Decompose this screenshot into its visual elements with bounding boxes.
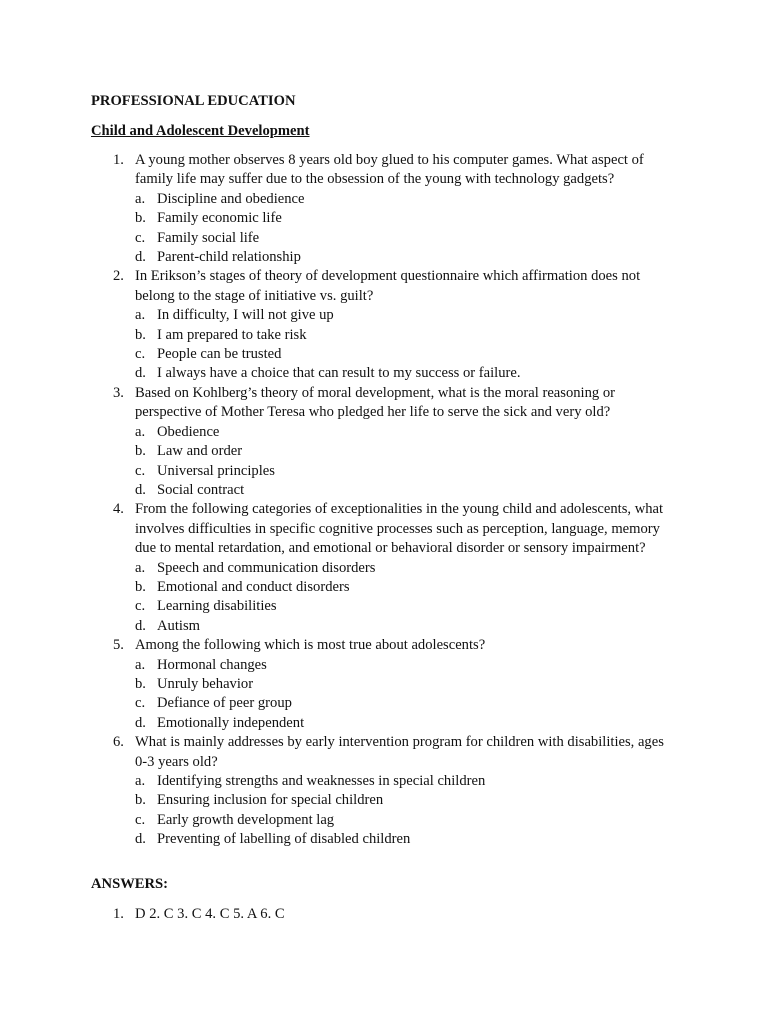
option-text: Family economic life — [157, 210, 282, 227]
answer-item — [113, 905, 673, 924]
option-item — [135, 811, 673, 830]
answers-heading: ANSWERS: — [91, 876, 169, 892]
option-text: Discipline and obedience — [157, 190, 305, 207]
option-text: Parent-child relationship — [157, 249, 301, 266]
answer-number: 1. — [113, 906, 124, 922]
option-text: I always have a choice that can result to my success or failure. — [157, 365, 521, 382]
option-item — [135, 791, 673, 810]
option-item — [135, 617, 673, 636]
question-item — [113, 733, 673, 849]
option-item — [135, 306, 673, 325]
answers-list — [113, 905, 673, 924]
option-text: Unruly behavior — [157, 675, 254, 692]
option-item — [135, 772, 673, 791]
question-number: 5. — [113, 637, 124, 654]
option-text: Speech and communication disorders — [157, 559, 376, 576]
question-number: 6. — [113, 734, 124, 751]
option-text: Defiance of peer group — [157, 695, 292, 712]
option-text: Hormonal changes — [157, 656, 267, 673]
option-item — [135, 714, 673, 733]
option-text: In difficulty, I will not give up — [157, 307, 334, 324]
option-letter: a. — [135, 656, 146, 673]
question-text: Among the following which is most true about adolescents? — [135, 637, 486, 654]
question-number: 2. — [113, 268, 124, 285]
option-item — [135, 694, 673, 713]
option-list — [135, 190, 673, 268]
option-letter: b. — [135, 210, 146, 227]
question-item — [113, 636, 673, 733]
question-text: A young mother observes 8 years old boy glued to his computer games. What aspect of family life may suffer due to the obsession of the young with technology gadgets? — [135, 152, 644, 188]
question-item — [113, 500, 673, 636]
question-number: 3. — [113, 384, 124, 401]
question-item — [113, 151, 673, 267]
question-text: Based on Kohlberg’s theory of moral development, what is the moral reasoning or perspective of Mother Teresa who pledged her life to serve the sick and very old? — [135, 384, 615, 421]
option-letter: b. — [135, 675, 146, 692]
option-text: Autism — [157, 617, 200, 634]
option-text: Emotionally independent — [157, 714, 305, 731]
option-item — [135, 559, 673, 578]
option-item — [135, 345, 673, 364]
option-letter: a. — [135, 190, 146, 207]
option-item — [135, 462, 673, 481]
option-letter: a. — [135, 307, 146, 324]
question-list — [113, 151, 673, 850]
option-text: Early growth development lag — [157, 811, 335, 828]
option-text: Law and order — [157, 443, 243, 460]
question-item — [113, 267, 673, 383]
option-letter: d. — [135, 481, 146, 498]
question-item — [113, 384, 673, 500]
option-item — [135, 229, 673, 248]
option-list — [135, 772, 673, 850]
option-item — [135, 209, 673, 228]
option-letter: c. — [135, 346, 146, 363]
option-letter: c. — [135, 462, 146, 479]
question-text: What is mainly addresses by early intervention program for children with disabilities, ages 0-3 years old? — [135, 734, 664, 770]
option-letter: c. — [135, 598, 146, 615]
option-item — [135, 248, 673, 267]
option-list — [135, 656, 673, 734]
option-letter: b. — [135, 326, 146, 343]
document-title: PROFESSIONAL EDUCATION — [91, 93, 296, 109]
option-letter: a. — [135, 559, 146, 576]
question-text: From the following categories of exceptionalities in the young child and adolescents, what involves difficulties in specific cognitive processes such as perception, language, memory due to mental retardation, and emotional or behavioral disorder or sensory impairment? — [135, 501, 664, 557]
option-letter: c. — [135, 695, 146, 712]
option-letter: b. — [135, 578, 146, 595]
option-letter: c. — [135, 229, 146, 246]
option-item — [135, 578, 673, 597]
option-text: Preventing of labelling of disabled children — [157, 831, 411, 848]
option-text: Learning disabilities — [157, 598, 277, 615]
option-item — [135, 481, 673, 500]
option-item — [135, 442, 673, 461]
option-item — [135, 675, 673, 694]
option-letter: d. — [135, 365, 146, 382]
option-letter: d. — [135, 831, 146, 848]
section-title: Child and Adolescent Development — [91, 123, 310, 139]
option-letter: a. — [135, 423, 146, 440]
option-letter: d. — [135, 617, 146, 634]
option-list — [135, 559, 673, 637]
option-letter: c. — [135, 811, 146, 828]
option-letter: d. — [135, 714, 146, 731]
question-number: 4. — [113, 501, 124, 518]
option-item — [135, 656, 673, 675]
option-letter: a. — [135, 773, 146, 789]
option-text: Ensuring inclusion for special children — [157, 792, 384, 809]
option-item — [135, 423, 673, 442]
option-item — [135, 190, 673, 209]
option-item — [135, 597, 673, 616]
option-text: Family social life — [157, 229, 260, 246]
option-letter: d. — [135, 249, 146, 266]
option-list — [135, 306, 673, 384]
option-text: I am prepared to take risk — [157, 326, 307, 343]
option-text: Obedience — [157, 423, 220, 440]
option-letter: b. — [135, 792, 146, 809]
option-letter: b. — [135, 443, 146, 460]
option-list — [135, 423, 673, 501]
option-text: Universal principles — [157, 462, 275, 479]
option-item — [135, 326, 673, 345]
option-text: Emotional and conduct disorders — [157, 578, 350, 595]
question-text: In Erikson’s stages of theory of development questionnaire which affirmation does not belong to the stage of initiative vs. guilt? — [135, 268, 641, 304]
option-text: Identifying strengths and weaknesses in special children — [157, 773, 486, 789]
answer-text: D 2. C 3. C 4. C 5. A 6. C — [135, 906, 285, 922]
option-text: Social contract — [157, 481, 245, 498]
option-text: People can be trusted — [157, 346, 282, 363]
option-item — [135, 364, 673, 383]
option-item — [135, 830, 673, 849]
question-number: 1. — [113, 152, 124, 168]
